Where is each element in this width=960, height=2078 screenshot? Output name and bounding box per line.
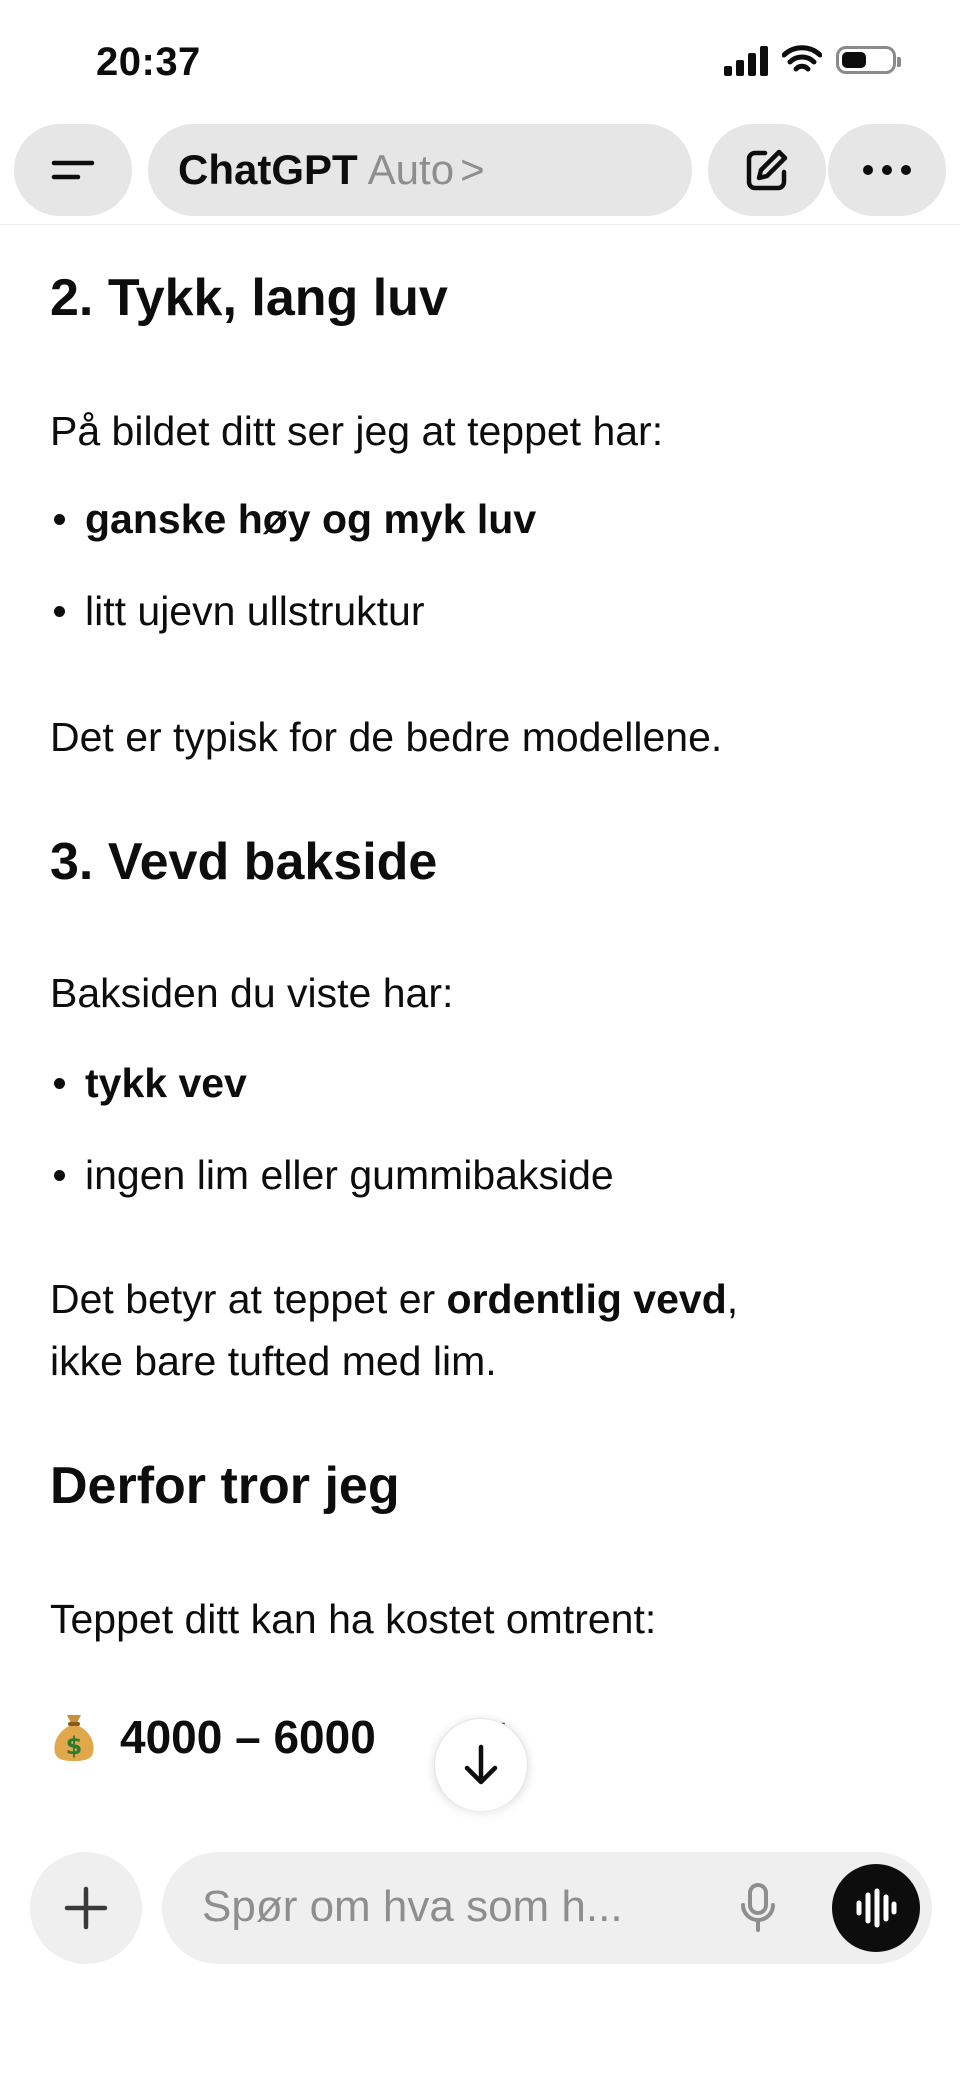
- list-item: [50, 1060, 247, 1107]
- bullet-icon: [54, 1170, 65, 1181]
- paragraph: Teppet ditt kan ha kostet omtrent:: [50, 1596, 657, 1642]
- new-chat-button[interactable]: [708, 124, 826, 216]
- voice-wave-icon: [854, 1888, 898, 1928]
- section-heading: Derfor tror jeg: [50, 1457, 400, 1515]
- voice-mode-button[interactable]: [832, 1864, 920, 1952]
- paragraph: Det er typisk for de bedre modellene.: [50, 714, 723, 760]
- price-text: 4000 – 6000: [120, 1711, 376, 1763]
- list-item: [50, 496, 536, 543]
- new-chat-icon: [743, 146, 791, 194]
- chevron-right-icon: >: [460, 146, 485, 193]
- money-bag-icon: [50, 1711, 98, 1763]
- bullet-icon: [54, 1078, 65, 1089]
- dictate-button[interactable]: [728, 1878, 788, 1938]
- list-item-text: tykk vev: [85, 1060, 247, 1106]
- svg-text:$: $: [65, 1732, 83, 1760]
- plus-icon: [63, 1885, 109, 1931]
- battery-icon: [836, 46, 896, 74]
- status-time: 20:37: [96, 40, 201, 84]
- wifi-icon: [782, 44, 822, 76]
- menu-icon: [50, 155, 96, 185]
- app-title: ChatGPT: [178, 146, 358, 193]
- list-item: [50, 1152, 614, 1199]
- section-heading: 2. Tykk, lang luv: [50, 269, 448, 327]
- status-icons: [724, 44, 896, 76]
- bullet-icon: [54, 606, 65, 617]
- message-input-placeholder: Spør om hva som h...: [202, 1882, 623, 1931]
- mic-icon: [738, 1882, 778, 1934]
- arrow-down-icon: [461, 1743, 501, 1787]
- list-item-text: litt ujevn ullstruktur: [85, 588, 425, 634]
- list-item-text: ingen lim eller gummibakside: [85, 1152, 614, 1198]
- more-icon: [862, 164, 912, 176]
- paragraph-text: Det betyr at teppet er: [50, 1276, 447, 1322]
- paragraph: På bildet ditt ser jeg at teppet har:: [50, 408, 664, 454]
- bullet-icon: [54, 514, 65, 525]
- paragraph-text: ikke bare tufted med lim.: [50, 1338, 497, 1384]
- header-divider: [0, 224, 960, 225]
- paragraph-text: ,: [726, 1276, 739, 1322]
- model-selector[interactable]: [148, 124, 692, 216]
- list-item: [50, 588, 425, 635]
- emphasis-text: ordentlig vevd: [446, 1276, 727, 1322]
- section-heading: 3. Vevd bakside: [50, 833, 438, 891]
- list-item-text: ganske høy og myk luv: [85, 496, 537, 542]
- paragraph: Baksiden du viste har:: [50, 970, 454, 1016]
- model-label: Auto: [367, 146, 455, 193]
- more-options-button[interactable]: [828, 124, 946, 216]
- attach-button[interactable]: [30, 1852, 142, 1964]
- message-input[interactable]: [162, 1852, 932, 1964]
- signal-icon: [724, 44, 768, 76]
- menu-button[interactable]: [14, 124, 132, 216]
- paragraph: [50, 1268, 738, 1392]
- composer-fade: [0, 1790, 960, 1850]
